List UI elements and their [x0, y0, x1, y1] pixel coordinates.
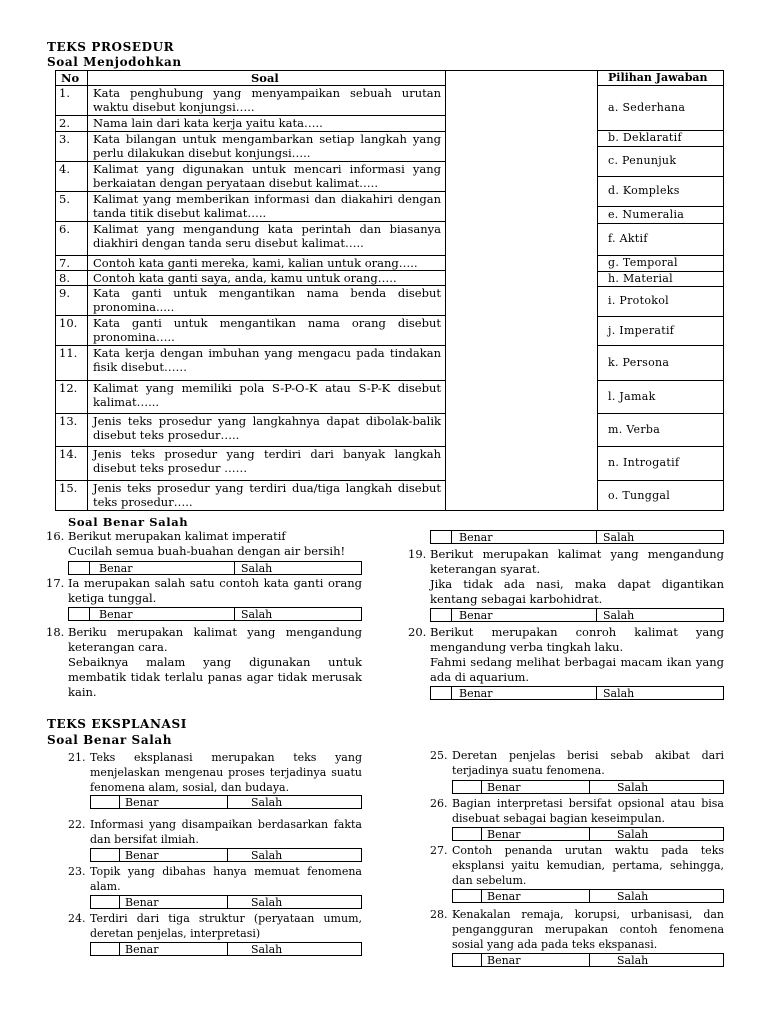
section-subtitle: Soal Menjodohkan — [47, 55, 182, 69]
question-18: 18. Beriku merupakan kalimat yang mengandung keterangan cara. Sebaiknya malam yang digunakan untuk membatik tidak terlalu panas agar tidak merusak kain. — [46, 625, 362, 699]
question-20: 20. Berikut merupakan conroh kalimat yang mengandung verba tingkah laku. Fahmi sedang melihat berbagai macam ikan yang ada di aquarium. — [408, 625, 724, 684]
question-28: 28. Kenakalan remaja, korupsi, urbanisasi, dan pengangguran merupakan contoh fenomena sosial yang ada pada teks ekspanasi. — [430, 908, 724, 951]
answer-option: a. Sederhana — [608, 101, 686, 114]
table-row-number: 6. — [59, 222, 70, 236]
answer-option: k. Persona — [608, 356, 670, 369]
header-soal: Soal — [251, 71, 279, 85]
table-row-soal: Kata bilangan untuk mengambarkan setiap langkah yang perlu dilakukan disebut konjungsi….. — [93, 132, 441, 160]
answer-option: n. Introgatif — [608, 456, 680, 469]
table-row-soal: Jenis teks prosedur yang terdiri dari banyak langkah disebut teks prosedur …… — [93, 447, 441, 475]
answer-box-24[interactable]: Benar Salah — [90, 942, 362, 956]
table-row-number: 4. — [59, 162, 70, 176]
table-row-number: 11. — [59, 346, 78, 360]
answer-option: o. Tunggal — [608, 489, 671, 502]
eksplanasi-title: TEKS EKSPLANASI — [47, 717, 187, 731]
answer-box-27[interactable]: Benar Salah — [452, 889, 724, 903]
table-row-number: 14. — [59, 447, 78, 461]
question-24: 24. Terdiri dari tiga struktur (peryataan umum, deretan penjelas, interpretasi) — [68, 912, 362, 940]
benar-salah-title: Soal Benar Salah — [68, 515, 189, 529]
answer-box-18[interactable]: Benar Salah — [430, 530, 724, 544]
answer-option: j. Imperatif — [608, 324, 675, 337]
question-16 — [46, 529, 362, 559]
answer-option: e. Numeralia — [608, 208, 685, 221]
answer-box-20[interactable]: Benar Salah — [430, 686, 724, 700]
table-row-soal: Kata penghubung yang menyampaikan sebuah urutan waktu disebut konjungsi….. — [93, 86, 441, 114]
question-text: Berikut merupakan kalimat imperatif — [68, 529, 286, 543]
benar-option: Benar — [99, 562, 133, 575]
table-row-soal: Nama lain dari kata kerja yaitu kata….. — [93, 116, 323, 130]
question-21: 21. Teks eksplanasi merupakan teks yang menjelaskan mengenau proses terjadinya suatu fenomena alam, sosial, dan budaya. — [68, 751, 362, 794]
answer-box-16[interactable] — [68, 561, 362, 575]
question-number: 16. — [46, 529, 65, 543]
question-17: 17. Ia merupakan salah satu contoh kata ganti orang ketiga tunggal. — [46, 576, 362, 605]
question-22: 22. Informasi yang disampaikan berdasarkan fakta dan bersifat ilmiah. — [68, 818, 362, 846]
question-19: 19. Berikut merupakan kalimat yang mengandung keterangan syarat. Jika tidak ada nasi, maka dapat digantikan kentang sebagai karbohidrat. — [408, 547, 724, 606]
table-row-soal: Kalimat yang digunakan untuk mencari informasi yang berkaiatan dengan peryataan disebut kalimat….. — [93, 162, 441, 190]
header-no: No — [61, 71, 80, 85]
table-row-soal: Contoh kata ganti mereka, kami, kalian untuk orang….. — [93, 256, 418, 270]
answer-box-22[interactable]: Benar Salah — [90, 848, 362, 862]
answer-option: g. Temporal — [608, 256, 678, 269]
answer-box-17[interactable]: Benar Salah — [68, 607, 362, 621]
answer-option: c. Penunjuk — [608, 154, 677, 167]
table-row-number: 8. — [59, 271, 70, 285]
answer-box-23[interactable]: Benar Salah — [90, 895, 362, 909]
answer-option: h. Material — [608, 272, 673, 285]
question-25: 25. Deretan penjelas berisi sebab akibat dari terjadinya suatu fenomena. — [430, 749, 724, 777]
answer-box-26[interactable]: Benar Salah — [452, 827, 724, 841]
matching-table — [55, 70, 724, 511]
header-pilihan: Pilihan Jawaban — [608, 71, 708, 84]
table-row-soal: Kalimat yang memberikan informasi dan diakahiri dengan tanda titik disebut kalimat….. — [93, 192, 441, 220]
table-row-number: 1. — [59, 86, 70, 100]
answer-option: m. Verba — [608, 423, 661, 436]
table-row-soal: Contoh kata ganti saya, anda, kamu untuk orang….. — [93, 271, 397, 285]
table-row-number: 3. — [59, 132, 70, 146]
answer-option: d. Kompleks — [608, 184, 680, 197]
question-26: 26. Bagian interpretasi bersifat opsional atau bisa disebuat sebagai bagian keseimpulan. — [430, 797, 724, 825]
table-row-number: 2. — [59, 116, 70, 130]
table-row-soal: Kalimat yang memiliki pola S-P-O-K atau S-P-K disebut kalimat…... — [93, 381, 441, 409]
table-row-number: 5. — [59, 192, 70, 206]
answer-option: i. Protokol — [608, 294, 669, 307]
answer-box-21[interactable]: Benar Salah — [90, 795, 362, 809]
answer-box-19[interactable]: Benar Salah — [430, 608, 724, 622]
table-row-number: 15. — [59, 481, 78, 495]
table-row-number: 7. — [59, 256, 70, 270]
table-row-number: 13. — [59, 414, 78, 428]
question-23: 23. Topik yang dibahas hanya memuat fenomena alam. — [68, 865, 362, 893]
page-title: TEKS PROSEDUR — [47, 40, 175, 54]
table-row-number: 12. — [59, 381, 78, 395]
table-row-soal: Kata kerja dengan imbuhan yang mengacu pada tindakan fisik disebut…… — [93, 346, 441, 374]
answer-option: b. Deklaratif — [608, 131, 682, 144]
eksplanasi-subtitle: Soal Benar Salah — [47, 733, 173, 747]
salah-option: Salah — [241, 562, 273, 575]
answer-option: f. Aktif — [608, 232, 648, 245]
answer-box-28[interactable]: Benar Salah — [452, 953, 724, 967]
table-row-number: 9. — [59, 286, 70, 300]
answer-box-25[interactable]: Benar Salah — [452, 780, 724, 794]
table-row-number: 10. — [59, 316, 78, 330]
answer-option: l. Jamak — [608, 390, 656, 403]
table-row-soal: Jenis teks prosedur yang langkahnya dapat dibolak-balik disebut teks prosedur….. — [93, 414, 441, 442]
table-row-soal: Kalimat yang mengandung kata perintah dan biasanya diakhiri dengan tanda seru disebut kalimat….. — [93, 222, 441, 250]
table-row-soal: Kata ganti untuk mengantikan nama orang disebut pronomina….. — [93, 316, 441, 344]
table-row-soal: Jenis teks prosedur yang terdiri dua/tiga langkah disebut teks prosedur….. — [93, 481, 441, 509]
question-example: Cucilah semua buah-buahan dengan air bersih! — [68, 544, 346, 558]
table-row-soal: Kata ganti untuk mengantikan nama benda disebut pronomina..... — [93, 286, 441, 314]
question-27: 27. Contoh penanda urutan waktu pada teks eksplansi yaitu kemudian, pertama, sehingga, dan sebelum. — [430, 844, 724, 887]
